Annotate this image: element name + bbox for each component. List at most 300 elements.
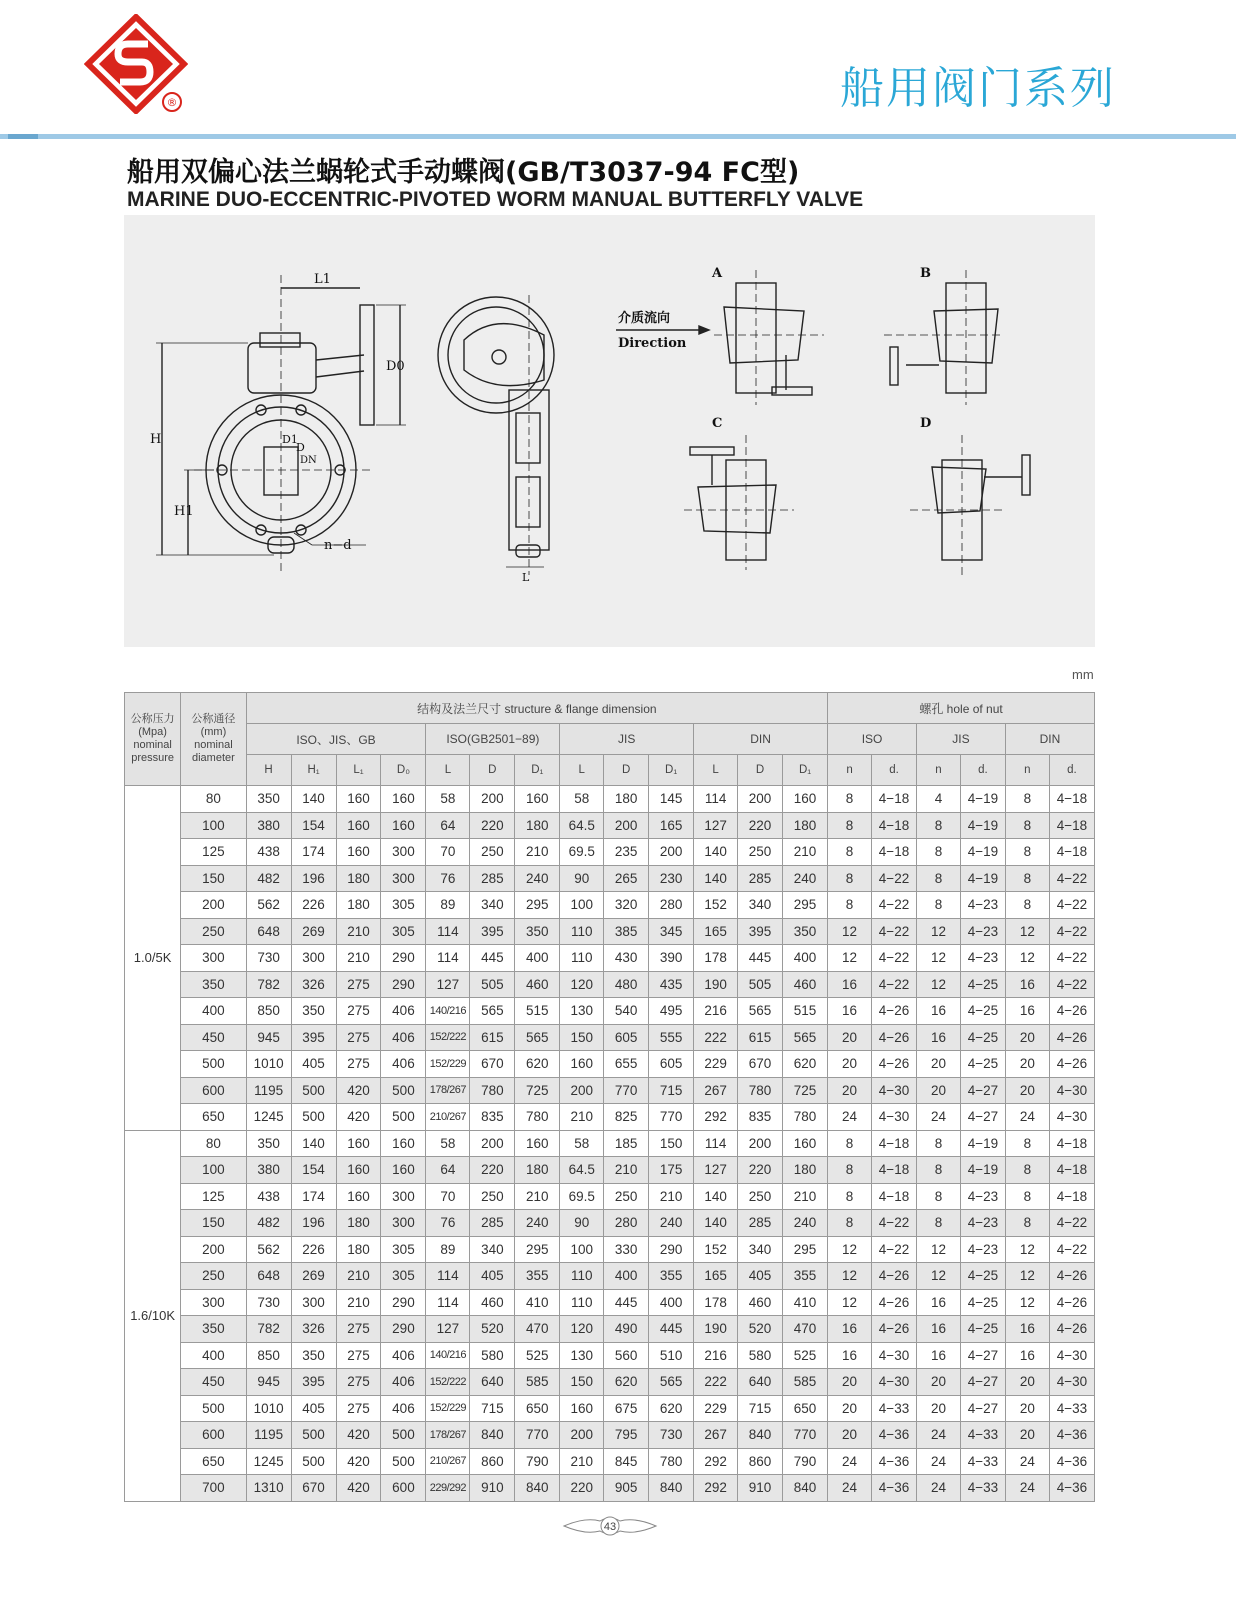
table-cell: 290 xyxy=(381,971,426,998)
column-header: D₀ xyxy=(381,755,426,786)
table-cell: 420 xyxy=(336,1475,381,1502)
table-cell: 200 xyxy=(604,812,649,839)
table-cell: 160 xyxy=(560,1395,604,1422)
table-cell: 20 xyxy=(828,1051,872,1078)
table-cell: 910 xyxy=(738,1475,783,1502)
table-cell: 210 xyxy=(336,945,381,972)
table-cell: 445 xyxy=(604,1289,649,1316)
table-cell: 200 xyxy=(560,1077,604,1104)
table-cell: 210 xyxy=(515,1183,560,1210)
column-header: L xyxy=(426,755,470,786)
table-cell: 8 xyxy=(916,1183,960,1210)
table-cell: 222 xyxy=(694,1024,738,1051)
table-cell: 275 xyxy=(336,1024,381,1051)
table-cell: 4−26 xyxy=(1049,1263,1094,1290)
table-cell: 16 xyxy=(1005,1316,1049,1343)
table-cell: 420 xyxy=(336,1422,381,1449)
table-cell: 295 xyxy=(515,1236,560,1263)
table-cell: 4−27 xyxy=(960,1395,1005,1422)
table-cell: 350 xyxy=(181,1316,246,1343)
table-cell: 320 xyxy=(604,892,649,919)
column-header: D xyxy=(738,755,783,786)
table-cell: 340 xyxy=(470,892,515,919)
table-cell: 4−25 xyxy=(960,1051,1005,1078)
table-cell: 8 xyxy=(916,1157,960,1184)
table-cell: 4−27 xyxy=(960,1077,1005,1104)
table-cell: 4−33 xyxy=(960,1422,1005,1449)
table-cell: 350 xyxy=(246,786,291,813)
table-cell: 140/216 xyxy=(426,1342,470,1369)
table-cell: 4−30 xyxy=(1049,1342,1094,1369)
table-cell: 4−22 xyxy=(872,971,917,998)
table-cell: 80 xyxy=(181,786,246,813)
table-cell: 400 xyxy=(181,998,246,1025)
table-cell: 4−26 xyxy=(872,998,917,1025)
table-cell: 840 xyxy=(470,1422,515,1449)
table-cell: 178/267 xyxy=(426,1422,470,1449)
table-cell: 420 xyxy=(336,1448,381,1475)
table-cell: 275 xyxy=(336,1316,381,1343)
table-cell: 8 xyxy=(1005,812,1049,839)
table-cell: 650 xyxy=(181,1104,246,1131)
table-cell: 229 xyxy=(694,1051,738,1078)
table-cell: 4−30 xyxy=(872,1077,917,1104)
table-cell: 12 xyxy=(828,1236,872,1263)
table-cell: 350 xyxy=(291,1342,336,1369)
table-cell: 500 xyxy=(381,1104,426,1131)
header-nut: 螺孔 hole of nut xyxy=(828,693,1095,724)
table-cell: 326 xyxy=(291,1316,336,1343)
table-cell: 292 xyxy=(694,1104,738,1131)
table-cell: 500 xyxy=(381,1448,426,1475)
view-label-c: C xyxy=(712,416,723,431)
table-cell: 4−26 xyxy=(1049,1051,1094,1078)
label-D: D xyxy=(296,441,305,454)
table-cell: 450 xyxy=(181,1369,246,1396)
table-cell: 235 xyxy=(604,839,649,866)
table-cell: 715 xyxy=(649,1077,694,1104)
table-cell: 580 xyxy=(470,1342,515,1369)
table-cell: 305 xyxy=(381,918,426,945)
table-row xyxy=(125,865,1095,892)
technical-drawing xyxy=(124,215,1095,647)
table-cell: 12 xyxy=(1005,918,1049,945)
table-cell: 140 xyxy=(694,865,738,892)
table-cell: 180 xyxy=(336,1210,381,1237)
table-cell: 520 xyxy=(738,1316,783,1343)
table-cell: 160 xyxy=(381,812,426,839)
label-L1: L1 xyxy=(314,272,331,287)
table-row xyxy=(125,892,1095,919)
table-cell: 4−25 xyxy=(960,1024,1005,1051)
table-cell: 4−33 xyxy=(1049,1395,1094,1422)
table-cell: 58 xyxy=(560,786,604,813)
table-cell: 8 xyxy=(1005,1130,1049,1157)
table-cell: 114 xyxy=(694,1130,738,1157)
table-cell: 515 xyxy=(515,998,560,1025)
table-cell: 24 xyxy=(1005,1448,1049,1475)
header-group: JIS xyxy=(916,724,1005,755)
table-cell: 12 xyxy=(916,945,960,972)
table-cell: 730 xyxy=(649,1422,694,1449)
table-cell: 406 xyxy=(381,998,426,1025)
table-cell: 160 xyxy=(783,786,828,813)
table-cell: 350 xyxy=(783,918,828,945)
table-cell: 275 xyxy=(336,1369,381,1396)
table-cell: 226 xyxy=(291,1236,336,1263)
table-cell: 8 xyxy=(828,812,872,839)
table-cell: 12 xyxy=(828,945,872,972)
table-cell: 470 xyxy=(783,1316,828,1343)
table-cell: 12 xyxy=(828,1289,872,1316)
table-cell: 20 xyxy=(916,1395,960,1422)
table-cell: 24 xyxy=(916,1475,960,1502)
table-cell: 165 xyxy=(694,1263,738,1290)
table-cell: 4−26 xyxy=(872,1316,917,1343)
table-cell: 8 xyxy=(1005,892,1049,919)
table-cell: 945 xyxy=(246,1369,291,1396)
table-cell: 210/267 xyxy=(426,1448,470,1475)
table-cell: 250 xyxy=(470,839,515,866)
table-cell: 8 xyxy=(916,839,960,866)
table-cell: 600 xyxy=(381,1475,426,1502)
unit-label: mm xyxy=(1072,667,1094,682)
table-cell: 4−25 xyxy=(960,971,1005,998)
table-cell: 200 xyxy=(181,1236,246,1263)
table-cell: 420 xyxy=(336,1104,381,1131)
table-cell: 4−18 xyxy=(1049,1130,1094,1157)
table-cell: 230 xyxy=(649,865,694,892)
table-cell: 16 xyxy=(828,971,872,998)
table-cell: 445 xyxy=(470,945,515,972)
table-cell: 20 xyxy=(1005,1395,1049,1422)
table-cell: 4−22 xyxy=(872,945,917,972)
table-cell: 180 xyxy=(336,1236,381,1263)
table-row xyxy=(125,1210,1095,1237)
table-cell: 267 xyxy=(694,1422,738,1449)
table-cell: 4−22 xyxy=(1049,971,1094,998)
table-cell: 275 xyxy=(336,1051,381,1078)
table-cell: 58 xyxy=(560,1130,604,1157)
table-cell: 460 xyxy=(783,971,828,998)
column-header: d. xyxy=(960,755,1005,786)
table-cell: 130 xyxy=(560,998,604,1025)
table-cell: 12 xyxy=(1005,1289,1049,1316)
table-row xyxy=(125,1342,1095,1369)
table-cell: 4−33 xyxy=(960,1475,1005,1502)
table-cell: 380 xyxy=(246,1157,291,1184)
table-cell: 114 xyxy=(426,1289,470,1316)
table-cell: 180 xyxy=(336,892,381,919)
table-cell: 12 xyxy=(828,1263,872,1290)
table-cell: 4−36 xyxy=(872,1448,917,1475)
table-cell: 120 xyxy=(560,1316,604,1343)
table-cell: 24 xyxy=(916,1422,960,1449)
table-cell: 275 xyxy=(336,1342,381,1369)
table-cell: 4−26 xyxy=(1049,1316,1094,1343)
table-row xyxy=(125,1183,1095,1210)
table-cell: 152 xyxy=(694,892,738,919)
table-cell: 80 xyxy=(181,1130,246,1157)
table-cell: 250 xyxy=(470,1183,515,1210)
table-cell: 4−30 xyxy=(1049,1077,1094,1104)
table-cell: 4−36 xyxy=(1049,1448,1094,1475)
table-cell: 648 xyxy=(246,918,291,945)
table-cell: 250 xyxy=(738,839,783,866)
table-cell: 216 xyxy=(694,998,738,1025)
table-row xyxy=(125,786,1095,813)
table-cell: 196 xyxy=(291,1210,336,1237)
table-cell: 300 xyxy=(381,1183,426,1210)
table-cell: 460 xyxy=(470,1289,515,1316)
table-cell: 8 xyxy=(828,786,872,813)
table-cell: 220 xyxy=(470,1157,515,1184)
table-cell: 178 xyxy=(694,1289,738,1316)
table-cell: 24 xyxy=(916,1448,960,1475)
table-cell: 4−22 xyxy=(1049,865,1094,892)
table-cell: 269 xyxy=(291,918,336,945)
table-cell: 114 xyxy=(694,786,738,813)
table-cell: 4−19 xyxy=(960,786,1005,813)
table-cell: 505 xyxy=(470,971,515,998)
table-cell: 355 xyxy=(515,1263,560,1290)
flow-direction-cn: 介质流向 xyxy=(618,311,671,326)
table-cell: 585 xyxy=(515,1369,560,1396)
table-cell: 200 xyxy=(181,892,246,919)
table-cell: 400 xyxy=(783,945,828,972)
table-cell: 100 xyxy=(181,812,246,839)
table-cell: 406 xyxy=(381,1342,426,1369)
table-cell: 140/216 xyxy=(426,998,470,1025)
table-cell: 140 xyxy=(291,786,336,813)
table-cell: 4−26 xyxy=(872,1289,917,1316)
table-cell: 200 xyxy=(560,1422,604,1449)
table-cell: 460 xyxy=(738,1289,783,1316)
table-cell: 670 xyxy=(470,1051,515,1078)
table-cell: 110 xyxy=(560,918,604,945)
table-cell: 840 xyxy=(649,1475,694,1502)
table-cell: 4−18 xyxy=(1049,839,1094,866)
series-title: 船用阀门系列 xyxy=(840,63,1116,114)
table-row xyxy=(125,1448,1095,1475)
table-cell: 210 xyxy=(336,1289,381,1316)
table-cell: 16 xyxy=(916,1024,960,1051)
table-cell: 406 xyxy=(381,1051,426,1078)
table-row xyxy=(125,1130,1095,1157)
table-row xyxy=(125,1236,1095,1263)
table-cell: 300 xyxy=(381,839,426,866)
table-cell: 64.5 xyxy=(560,1157,604,1184)
table-cell: 180 xyxy=(783,1157,828,1184)
table-cell: 180 xyxy=(515,1157,560,1184)
table-cell: 8 xyxy=(1005,1183,1049,1210)
table-cell: 405 xyxy=(738,1263,783,1290)
table-cell: 165 xyxy=(694,918,738,945)
table-cell: 8 xyxy=(828,839,872,866)
table-cell: 910 xyxy=(470,1475,515,1502)
table-cell: 250 xyxy=(738,1183,783,1210)
table-cell: 350 xyxy=(515,918,560,945)
table-cell: 4−27 xyxy=(960,1104,1005,1131)
table-cell: 406 xyxy=(381,1395,426,1422)
table-cell: 782 xyxy=(246,971,291,998)
table-cell: 90 xyxy=(560,865,604,892)
table-cell: 292 xyxy=(694,1475,738,1502)
column-header: D₁ xyxy=(649,755,694,786)
column-header: L₁ xyxy=(336,755,381,786)
label-D1: D1 xyxy=(282,433,298,446)
table-cell: 4−30 xyxy=(1049,1104,1094,1131)
table-cell: 390 xyxy=(649,945,694,972)
table-cell: 515 xyxy=(783,998,828,1025)
table-cell: 285 xyxy=(470,1210,515,1237)
table-cell: 240 xyxy=(649,1210,694,1237)
table-cell: 20 xyxy=(916,1051,960,1078)
table-cell: 4−25 xyxy=(960,998,1005,1025)
column-header: H₁ xyxy=(291,755,336,786)
registered-mark: ® xyxy=(166,96,178,109)
table-cell: 520 xyxy=(470,1316,515,1343)
table-cell: 130 xyxy=(560,1342,604,1369)
table-cell: 16 xyxy=(1005,1342,1049,1369)
table-cell: 670 xyxy=(738,1051,783,1078)
table-cell: 8 xyxy=(828,1183,872,1210)
label-H1: H1 xyxy=(174,504,194,519)
table-cell: 406 xyxy=(381,1369,426,1396)
table-cell: 840 xyxy=(515,1475,560,1502)
table-cell: 405 xyxy=(470,1263,515,1290)
table-cell: 160 xyxy=(783,1130,828,1157)
label-L: L xyxy=(522,571,530,584)
table-cell: 1010 xyxy=(246,1051,291,1078)
table-row xyxy=(125,1263,1095,1290)
table-cell: 4−23 xyxy=(960,892,1005,919)
table-cell: 110 xyxy=(560,1289,604,1316)
table-row xyxy=(125,1077,1095,1104)
table-cell: 445 xyxy=(738,945,783,972)
table-cell: 174 xyxy=(291,1183,336,1210)
table-cell: 326 xyxy=(291,971,336,998)
table-cell: 24 xyxy=(828,1475,872,1502)
table-cell: 655 xyxy=(604,1051,649,1078)
table-cell: 4−23 xyxy=(960,945,1005,972)
table-cell: 1245 xyxy=(246,1448,291,1475)
table-cell: 4−30 xyxy=(872,1342,917,1369)
table-cell: 8 xyxy=(828,1130,872,1157)
table-cell: 290 xyxy=(649,1236,694,1263)
table-cell: 8 xyxy=(828,1157,872,1184)
table-row xyxy=(125,1051,1095,1078)
table-cell: 300 xyxy=(181,945,246,972)
table-cell: 160 xyxy=(381,1130,426,1157)
table-cell: 355 xyxy=(783,1263,828,1290)
table-cell: 16 xyxy=(916,1342,960,1369)
table-cell: 20 xyxy=(1005,1422,1049,1449)
table-cell: 160 xyxy=(336,812,381,839)
table-cell: 670 xyxy=(291,1475,336,1502)
table-cell: 500 xyxy=(291,1422,336,1449)
table-cell: 525 xyxy=(783,1342,828,1369)
table-cell: 400 xyxy=(604,1263,649,1290)
table-cell: 4−26 xyxy=(1049,1024,1094,1051)
table-cell: 410 xyxy=(783,1289,828,1316)
table-cell: 400 xyxy=(515,945,560,972)
table-cell: 355 xyxy=(649,1263,694,1290)
table-row xyxy=(125,1422,1095,1449)
table-cell: 210 xyxy=(604,1157,649,1184)
table-cell: 210 xyxy=(783,839,828,866)
table-cell: 110 xyxy=(560,945,604,972)
table-cell: 160 xyxy=(515,786,560,813)
table-cell: 430 xyxy=(604,945,649,972)
table-cell: 480 xyxy=(604,971,649,998)
table-cell: 860 xyxy=(470,1448,515,1475)
table-cell: 240 xyxy=(783,1210,828,1237)
table-cell: 24 xyxy=(828,1104,872,1131)
table-cell: 770 xyxy=(649,1104,694,1131)
table-cell: 250 xyxy=(181,918,246,945)
table-row xyxy=(125,1104,1095,1131)
table-cell: 395 xyxy=(291,1024,336,1051)
table-cell: 152 xyxy=(694,1236,738,1263)
table-cell: 160 xyxy=(381,1157,426,1184)
table-cell: 200 xyxy=(649,839,694,866)
table-cell: 70 xyxy=(426,839,470,866)
table-cell: 8 xyxy=(916,1130,960,1157)
table-cell: 420 xyxy=(336,1077,381,1104)
table-cell: 620 xyxy=(649,1395,694,1422)
header-structure: 结构及法兰尺寸 structure & flange dimension xyxy=(246,693,827,724)
pressure-cell: 1.6/10K xyxy=(125,1130,181,1501)
table-cell: 300 xyxy=(291,1289,336,1316)
label-H: H xyxy=(150,432,162,447)
table-cell: 269 xyxy=(291,1263,336,1290)
column-header: n xyxy=(828,755,872,786)
table-cell: 482 xyxy=(246,865,291,892)
table-cell: 200 xyxy=(738,786,783,813)
table-cell: 780 xyxy=(738,1077,783,1104)
table-cell: 220 xyxy=(738,812,783,839)
table-cell: 495 xyxy=(649,998,694,1025)
table-cell: 620 xyxy=(515,1051,560,1078)
table-cell: 525 xyxy=(515,1342,560,1369)
table-cell: 8 xyxy=(1005,839,1049,866)
table-cell: 4−22 xyxy=(1049,892,1094,919)
table-cell: 350 xyxy=(291,998,336,1025)
table-cell: 240 xyxy=(783,865,828,892)
table-cell: 180 xyxy=(604,786,649,813)
table-cell: 730 xyxy=(246,945,291,972)
table-cell: 4−22 xyxy=(1049,1236,1094,1263)
table-cell: 90 xyxy=(560,1210,604,1237)
table-cell: 275 xyxy=(336,1395,381,1422)
table-cell: 110 xyxy=(560,1263,604,1290)
table-cell: 640 xyxy=(738,1369,783,1396)
table-cell: 600 xyxy=(181,1077,246,1104)
table-cell: 4−19 xyxy=(960,865,1005,892)
table-cell: 8 xyxy=(916,812,960,839)
table-cell: 160 xyxy=(515,1130,560,1157)
table-cell: 4−23 xyxy=(960,1183,1005,1210)
table-cell: 4−18 xyxy=(1049,1183,1094,1210)
table-cell: 555 xyxy=(649,1024,694,1051)
table-cell: 152/222 xyxy=(426,1369,470,1396)
table-cell: 12 xyxy=(916,1236,960,1263)
table-cell: 24 xyxy=(828,1448,872,1475)
table-cell: 16 xyxy=(828,1342,872,1369)
table-cell: 150 xyxy=(181,1210,246,1237)
table-cell: 780 xyxy=(515,1104,560,1131)
